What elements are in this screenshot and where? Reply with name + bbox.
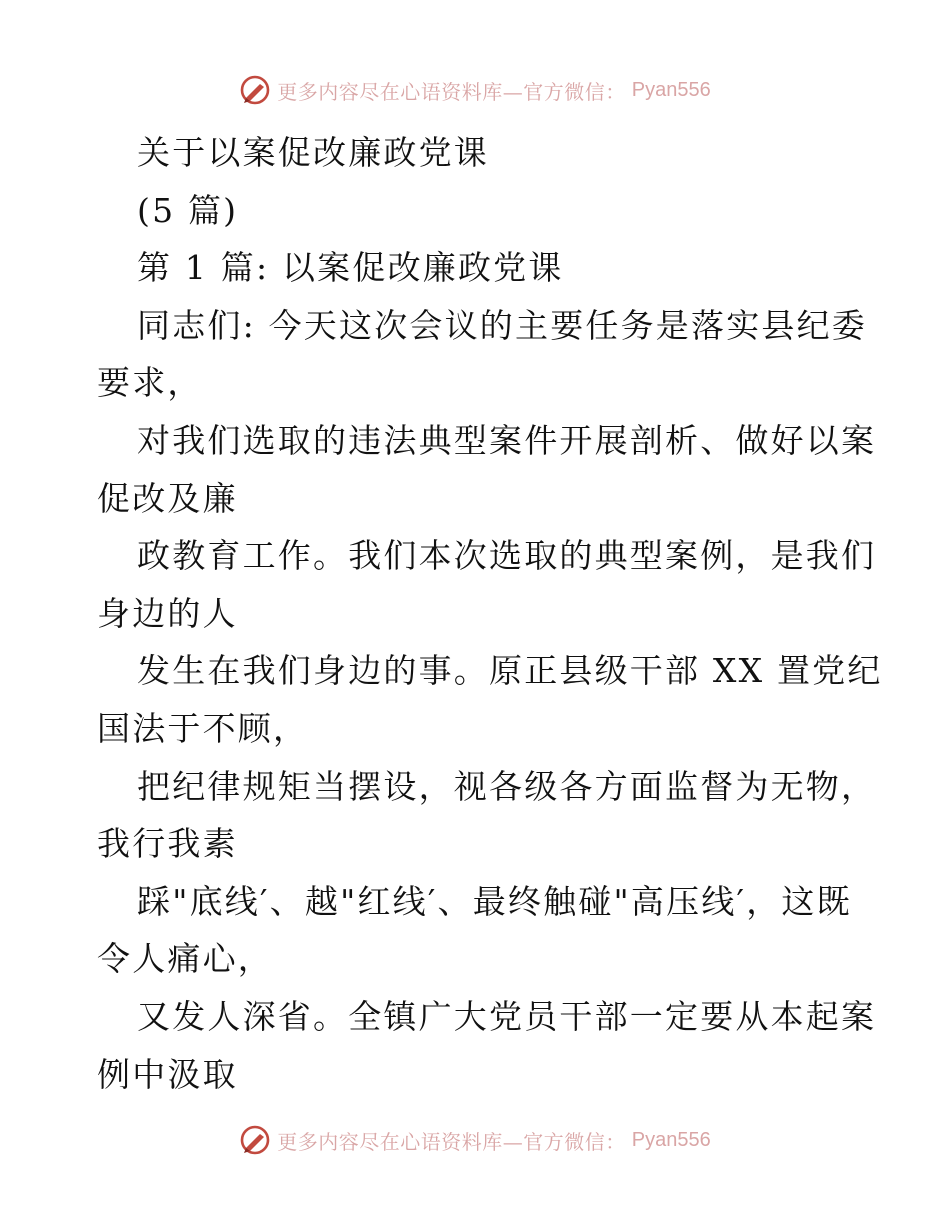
text-line: 例中汲取 <box>97 1054 238 1094</box>
text-line: 要求， <box>97 363 203 403</box>
text-line: 踩"底线′、越"红线′、最终触碰"高压线′，这既 <box>137 881 852 921</box>
text-line: 对我们选取的违法典型案件开展剖析、做好以案 <box>137 420 877 460</box>
text-line: 令人痛心， <box>97 939 273 979</box>
text-line: 发生在我们身边的事。原正县级干部 XX 置党纪 <box>137 651 883 691</box>
pen-logo-icon <box>239 1124 271 1156</box>
footer-banner <box>0 1120 950 1160</box>
text-line: 促改及廉 <box>97 478 238 518</box>
text-line: 又发人深省。全镇广大党员干部一定要从本起案 <box>137 996 877 1036</box>
wechat-id: Pyan556 <box>631 78 711 101</box>
text-line: 国法于不顾， <box>97 708 309 748</box>
wechat-id: Pyan556 <box>631 1128 711 1151</box>
text-line: 政教育工作。我们本次选取的典型案例，是我们 <box>137 536 877 576</box>
text-line: 我行我素 <box>97 824 238 864</box>
banner-text: 更多内容尽在心语资料库—官方微信： <box>277 1129 626 1154</box>
pen-logo-icon <box>239 74 271 106</box>
text-line: 把纪律规矩当摆设，视各级各方面监督为无物， <box>137 766 877 806</box>
document-body <box>97 124 883 1103</box>
text-line: 身边的人 <box>97 593 238 633</box>
banner-text: 更多内容尽在心语资料库—官方微信： <box>277 79 626 104</box>
text-line: (5 篇) <box>137 190 239 230</box>
text-line: 第 1 篇: 以案促改廉政党课 <box>137 248 564 288</box>
text-line: 关于以案促改廉政党课 <box>137 133 489 172</box>
text-line: 同志们: 今天这次会议的主要任务是落实县纪委 <box>137 305 868 345</box>
header-banner <box>0 70 950 110</box>
